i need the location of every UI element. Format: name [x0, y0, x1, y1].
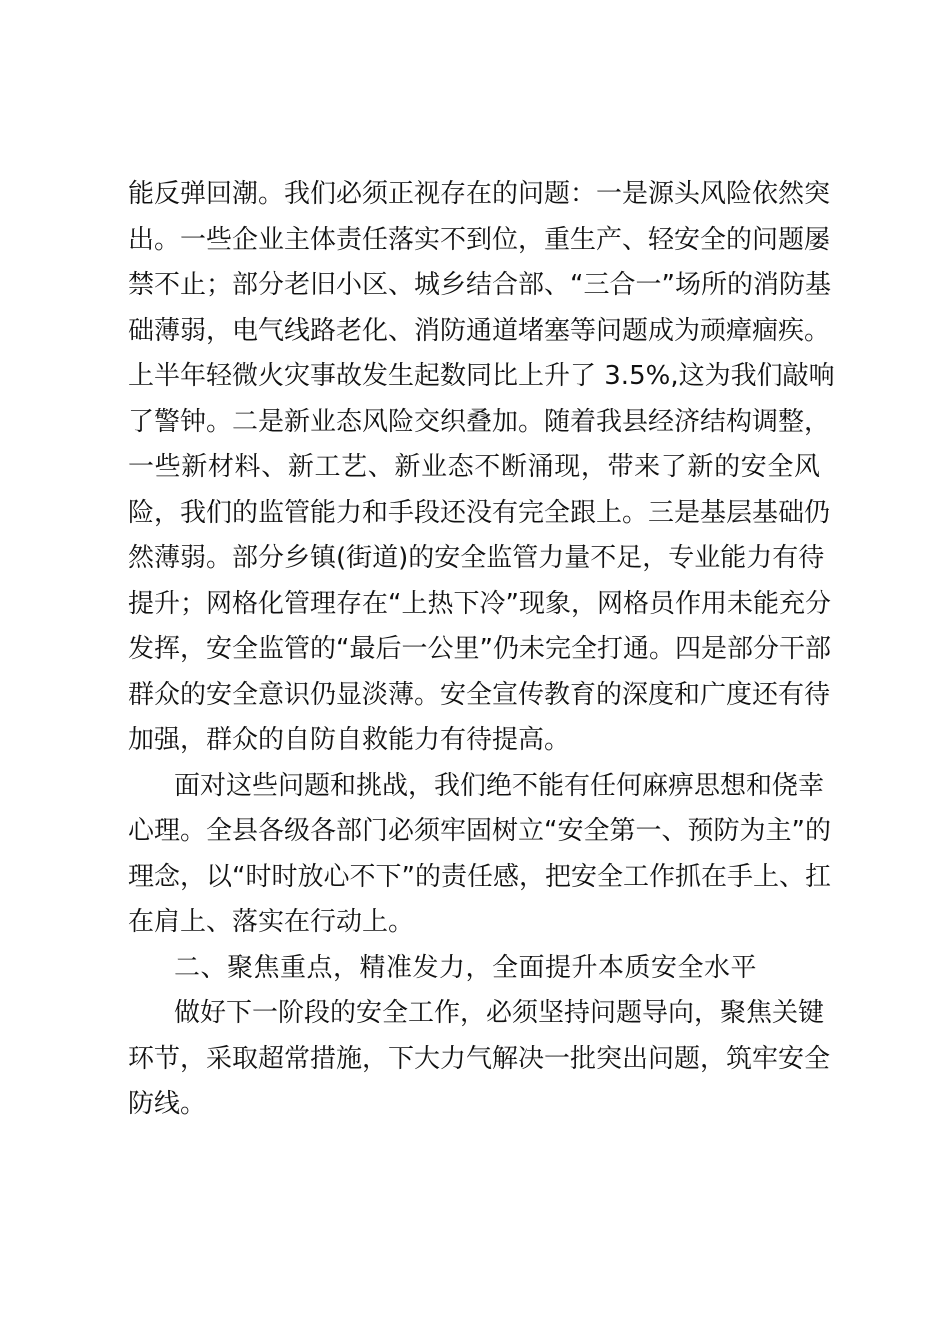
paragraph-line: 上半年轻微火灾事故发生起数同比上升了 3.5%,这为我们敲响 — [128, 361, 835, 391]
paragraph-line: 能反弹回潮。我们必须正视存在的问题：一是源头风险依然突 — [128, 179, 831, 209]
paragraph-line: 出。一些企业主体责任落实不到位，重生产、轻安全的问题屡 — [128, 224, 831, 255]
paragraph-line: 础薄弱，电气线路老化、消防通道堵塞等问题成为顽瘴痼疾。 — [128, 315, 831, 346]
paragraph-line: 加强，群众的自防自救能力有待提高。 — [128, 725, 571, 755]
paragraph-line: 理念，以“时时放心不下”的责任感，把安全工作抓在手上、扛 — [128, 861, 831, 892]
paragraph-line: 做好下一阶段的安全工作，必须坚持问题导向，聚焦关键 — [174, 998, 825, 1028]
paragraph-line: 发挥，安全监管的“最后一公里”仍未完全打通。四是部分干部 — [128, 634, 831, 664]
paragraph-line: 禁不止；部分老旧小区、城乡结合部、“三合一”场所的消防基 — [128, 270, 831, 300]
paragraph-line: 防线。 — [128, 1089, 207, 1119]
paragraph-line: 面对这些问题和挑战，我们绝不能有任何麻痹思想和侥幸 — [174, 770, 825, 801]
paragraph-line: 险，我们的监管能力和手段还没有完全跟上。三是基层基础仍 — [128, 497, 831, 528]
paragraph-line: 心理。全县各级各部门必须牢固树立“安全第一、预防为主”的 — [128, 816, 831, 846]
paragraph-line: 了警钟。二是新业态风险交织叠加。随着我县经济结构调整， — [128, 406, 831, 437]
paragraph-line: 环节，采取超常措施，下大力气解决一批突出问题，筑牢安全 — [128, 1043, 831, 1074]
document-body — [128, 172, 835, 1128]
paragraph-line: 在肩上、落实在行动上。 — [128, 907, 415, 937]
paragraph-line: 提升；网格化管理存在“上热下冷”现象，网格员作用未能充分 — [128, 588, 831, 619]
paragraph-line: 然薄弱。部分乡镇(街道)的安全监管力量不足，专业能力有待 — [128, 543, 825, 573]
section-heading: 二、聚焦重点，精准发力，全面提升本质安全水平 — [174, 952, 758, 983]
paragraph-line: 一些新材料、新工艺、新业态不断涌现，带来了新的安全风 — [128, 452, 820, 482]
paragraph-line: 群众的安全意识仍显淡薄。安全宣传教育的深度和广度还有待 — [128, 679, 831, 710]
